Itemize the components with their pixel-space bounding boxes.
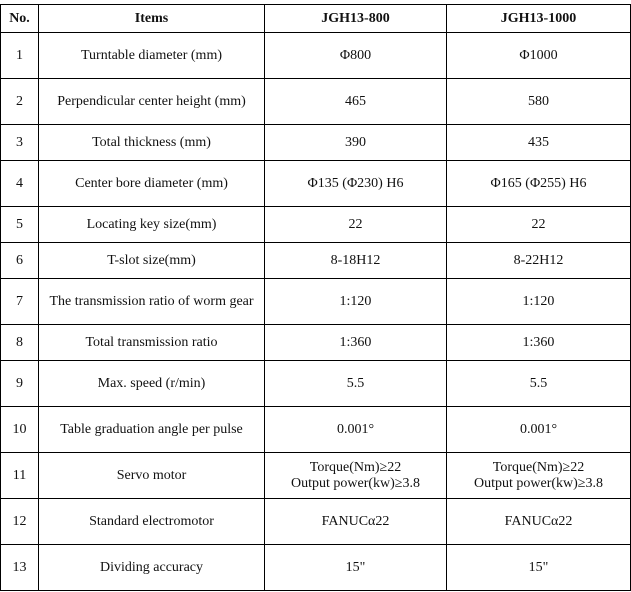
- row-value-model-b: [447, 207, 631, 243]
- row-value-model-b: [447, 279, 631, 325]
- table-row: [1, 243, 631, 279]
- table-row: [1, 407, 631, 453]
- row-number: 11: [1, 453, 39, 499]
- row-value-model-a: [265, 499, 447, 545]
- row-number: 10: [1, 407, 39, 453]
- row-number: 13: [1, 545, 39, 591]
- row-number: 9: [1, 361, 39, 407]
- cell-line: 1:360: [522, 334, 555, 350]
- row-value-model-b: [447, 243, 631, 279]
- row-item: Perpendicular center height (mm): [39, 79, 265, 125]
- row-item: T-slot size(mm): [39, 243, 265, 279]
- cell-line: 8-22H12: [513, 252, 564, 268]
- row-item: Standard electromotor: [39, 499, 265, 545]
- table-row: [1, 33, 631, 79]
- cell-line: 15": [345, 559, 366, 575]
- cell-line: Φ135 (Φ230) H6: [307, 175, 404, 191]
- table-row: [1, 161, 631, 207]
- row-value-model-b: [447, 325, 631, 361]
- cell-line: Φ165 (Φ255) H6: [490, 175, 587, 191]
- row-value-model-a: [265, 79, 447, 125]
- table-row: [1, 499, 631, 545]
- row-number: 6: [1, 243, 39, 279]
- row-value-model-a: [265, 279, 447, 325]
- row-item: Servo motor: [39, 453, 265, 499]
- row-value-model-a: [265, 161, 447, 207]
- table-row: [1, 545, 631, 591]
- row-item: Table graduation angle per pulse: [39, 407, 265, 453]
- cell-line: 5.5: [529, 375, 548, 391]
- row-value-model-a: [265, 407, 447, 453]
- row-value-model-b: [447, 453, 631, 499]
- table-row: [1, 125, 631, 161]
- row-value-model-b: [447, 33, 631, 79]
- table-body: [1, 33, 631, 591]
- row-number: 8: [1, 325, 39, 361]
- row-value-model-b: [447, 499, 631, 545]
- cell-line: FANUCα22: [504, 513, 573, 529]
- row-item: Center bore diameter (mm): [39, 161, 265, 207]
- cell-line: Output power(kw)≥3.8: [474, 475, 603, 491]
- table-row: [1, 207, 631, 243]
- cell-line: 1:120: [339, 293, 372, 309]
- header-model-b: JGH13-1000: [447, 5, 631, 33]
- row-value-model-b: [447, 407, 631, 453]
- row-value-model-b: [447, 161, 631, 207]
- row-number: 12: [1, 499, 39, 545]
- table-row: [1, 325, 631, 361]
- row-value-model-a: [265, 545, 447, 591]
- row-value-model-a: [265, 325, 447, 361]
- row-item: The transmission ratio of worm gear: [39, 279, 265, 325]
- cell-line: 435: [528, 134, 549, 150]
- row-number: 4: [1, 161, 39, 207]
- table-row: [1, 453, 631, 499]
- table-row: [1, 279, 631, 325]
- row-item: Total thickness (mm): [39, 125, 265, 161]
- row-value-model-a: [265, 453, 447, 499]
- header-items: Items: [39, 5, 265, 33]
- cell-line: 0.001°: [336, 421, 375, 437]
- cell-line: 15": [528, 559, 549, 575]
- cell-line: 580: [528, 93, 549, 109]
- cell-line: Φ1000: [519, 47, 558, 63]
- cell-line: Torque(Nm)≥22: [309, 459, 402, 475]
- cell-line: Φ800: [339, 47, 372, 63]
- row-number: 3: [1, 125, 39, 161]
- cell-line: Output power(kw)≥3.8: [291, 475, 420, 491]
- table-row: [1, 79, 631, 125]
- row-item: Locating key size(mm): [39, 207, 265, 243]
- row-value-model-b: [447, 545, 631, 591]
- cell-line: Torque(Nm)≥22: [492, 459, 585, 475]
- header-no: No.: [1, 5, 39, 33]
- row-value-model-a: [265, 207, 447, 243]
- table-row: [1, 361, 631, 407]
- row-item: Turntable diameter (mm): [39, 33, 265, 79]
- cell-line: 0.001°: [519, 421, 558, 437]
- cell-line: 22: [531, 216, 546, 232]
- table-header-row: [1, 5, 631, 33]
- row-value-model-b: [447, 361, 631, 407]
- row-value-model-a: [265, 33, 447, 79]
- row-number: 2: [1, 79, 39, 125]
- row-value-model-b: [447, 125, 631, 161]
- header-model-a: JGH13-800: [265, 5, 447, 33]
- row-number: 7: [1, 279, 39, 325]
- row-value-model-a: [265, 243, 447, 279]
- row-value-model-b: [447, 79, 631, 125]
- row-number: 5: [1, 207, 39, 243]
- specification-table: [0, 4, 631, 591]
- cell-line: 390: [345, 134, 366, 150]
- cell-line: 465: [345, 93, 366, 109]
- cell-line: 22: [348, 216, 363, 232]
- row-item: Total transmission ratio: [39, 325, 265, 361]
- row-value-model-a: [265, 125, 447, 161]
- row-value-model-a: [265, 361, 447, 407]
- row-item: Max. speed (r/min): [39, 361, 265, 407]
- cell-line: FANUCα22: [321, 513, 390, 529]
- cell-line: 1:120: [522, 293, 555, 309]
- cell-line: 5.5: [346, 375, 365, 391]
- cell-line: 1:360: [339, 334, 372, 350]
- row-number: 1: [1, 33, 39, 79]
- row-item: Dividing accuracy: [39, 545, 265, 591]
- cell-line: 8-18H12: [330, 252, 381, 268]
